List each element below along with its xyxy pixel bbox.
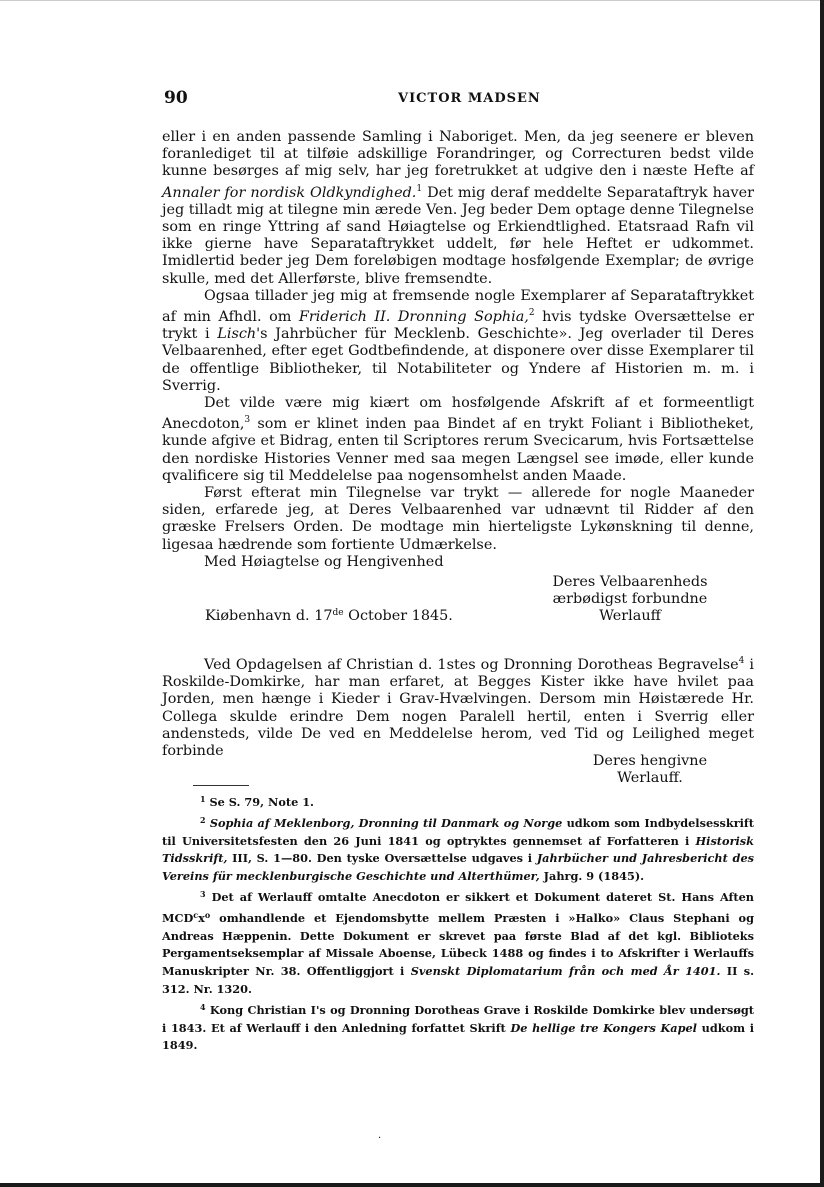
place-date: Kiøbenhavn d. 17de October 1845.	[205, 608, 453, 624]
footnote-rule	[193, 785, 249, 786]
footnote-4: $^4$ Kong Christian I's og Dronning Dorotheas Grave i Roskilde Domkirke blev undersøgt i 1843. Et af Werlauff i den Anledning forfattet Skrift De hellige tre Kongers Kapel udkom i 1849.	[162, 1001, 755, 1053]
letter-2-body	[162, 653, 754, 760]
page-number: 90	[164, 88, 188, 108]
footnote-ref-1: 1	[416, 183, 423, 194]
signature-block-1: Deres Velbaarenheds ærbødigst forbundne Werlauff	[552, 574, 708, 625]
running-head: VICTOR MADSEN	[398, 91, 541, 106]
letter-body	[162, 129, 754, 571]
paragraph-5: Med Høiagtelse og Hengivenhed	[204, 553, 444, 570]
scan-bottom-border	[0, 1183, 824, 1187]
footnote-1: $^1$ Se S. 79, Note 1.	[200, 794, 314, 809]
footnote-ref-2: 2	[528, 308, 535, 319]
footnotes	[162, 791, 754, 1055]
author-name: Lisch	[217, 326, 257, 343]
signature-block-2: Deres hengivne Werlauff.	[592, 753, 708, 787]
paragraph-2: Ogsaa tillader jeg mig at fremsende nogle Exemplarer af Separataftrykket af min Afhdl. om Friderich II. Dronning Sophia,$^2$ hvis tydske Oversættelse er trykt i Lisch's Jahrbücher für Mecklenb. Geschichte». Jeg overlader til Deres Velbaarenhed, efter eget Godtbefindende, at disponere over disse Exemplarer til de offentlige Bibliotheker, til Notabiliteter og Yndere af Historien m. m. i Sverrig.	[162, 287, 755, 394]
paragraph-4: Først efterat min Tilegnelse var trykt — allerede for nogle Maaneder siden, erfarede jeg, at Deres Velbaarenhed var udnævnt til Ridder af den græske Frelsers Orden. De modtage min hierteligste Lykønskning til denne, ligesaa hædrende som fortiente Udmærkelse.	[162, 485, 754, 553]
scan-top-edge	[0, 0, 820, 1]
footnote-2: $^2$ Sophia af Meklenborg, Dronning til Danmark og Norge udkom som Indbydelsesskrift til Universitetsfesten den 26 Juni 1841 og optryktes gennemset af Forfatteren i Historisk Tidsskrift, III, S. 1—80. Den tyske Oversættelse udgaves i Jahrbücher und Jahresbericht des Vereins für mecklenburgische Geschichte und Alterthümer, Jahrg. 9 (1845).	[162, 814, 755, 884]
paragraph-6: Ved Opdagelsen af Christian d. 1stes og Dronning Dorotheas Begravelse$^4$ i Roskilde-Domkirke, har man erfaret, at Begges Kister ikke have hvilet paa Jorden, men hænge i Kieder i Grav-Hvælvingen. Dersom min Høistærede Hr. Collega skulde erindre Dem nogen Paralell hertil, enten i Sverrig eller andensteds, vilde De ved en Meddelelse herom, ved Tid og Leilighed meget forbinde	[162, 656, 754, 760]
work-title: Friderich II. Dronning Sophia,	[298, 309, 529, 326]
journal-title: Annaler for nordisk Oldkyndighed.	[162, 184, 417, 201]
footnote-ref-3: 3	[244, 415, 251, 426]
scan-right-border	[820, 0, 824, 1187]
footnote-3: $^3$ Det af Werlauff omtalte Anecdoton er sikkert et Dokument dateret St. Hans Aften $MCD^cx^o$ omhandlende et Ejendomsbytte mellem Præsten i »Halko» Claus Stephani og Andreas Hæppenin. Dette Dokument er skrevet paa første Blad af det kgl. Biblioteks Pergamentseksemplar af Missale Aboense, Lübeck 1488 og findes i to Afskrifter i Werlauffs Manuskripter Nr. 38. Offentliggjort i Svenskt Diplomatarium från och med År 1401. II s. 312. Nr. 1320.	[162, 888, 755, 996]
paragraph-1: eller i en anden passende Samling i Naboriget. Men, da jeg seenere er bleven foranlediget til at tilføie adskillige Forandringer, og Correcturen bedst vilde kunne besørges af mig selv, har jeg foretrukket at udgive den i næste Hefte af Annaler for nordisk Oldkyndighed.$^1$ Det mig deraf meddelte Separataftryk haver jeg tilladt mig at tilegne min ærede Ven. Jeg beder Dem optage denne Tilegnelse som en ringe Yttring af sand Høiagtelse og Erkiendtlighed. Etatsraad Rafn vil ikke gierne have Separataftrykket uddelt, før hele Heftet er udkommet. Imidlertid beder jeg Dem foreløbigen modtage hosfølgende Exemplar; de øvrige skulle, med det Allerførste, blive fremsendte.	[162, 129, 754, 287]
footnote-ref-4: 4	[738, 656, 745, 666]
bottom-mark: ·	[378, 1133, 382, 1144]
paragraph-3: Det vilde være mig kiært om hosfølgende Afskrift af et formeentligt Anecdoton,$^3$ som er klinet inden paa Bindet af en trykt Foliant i Bibliotheket, kunde afgive et Bidrag, enten til Scriptores rerum Svecicarum, hvis Fortsættelse den nordiske Histories Venner med saa megen Længsel see imøde, eller kunde qvalificere sig til Meddelelse paa nogensomhelst anden Maade.	[162, 395, 754, 484]
